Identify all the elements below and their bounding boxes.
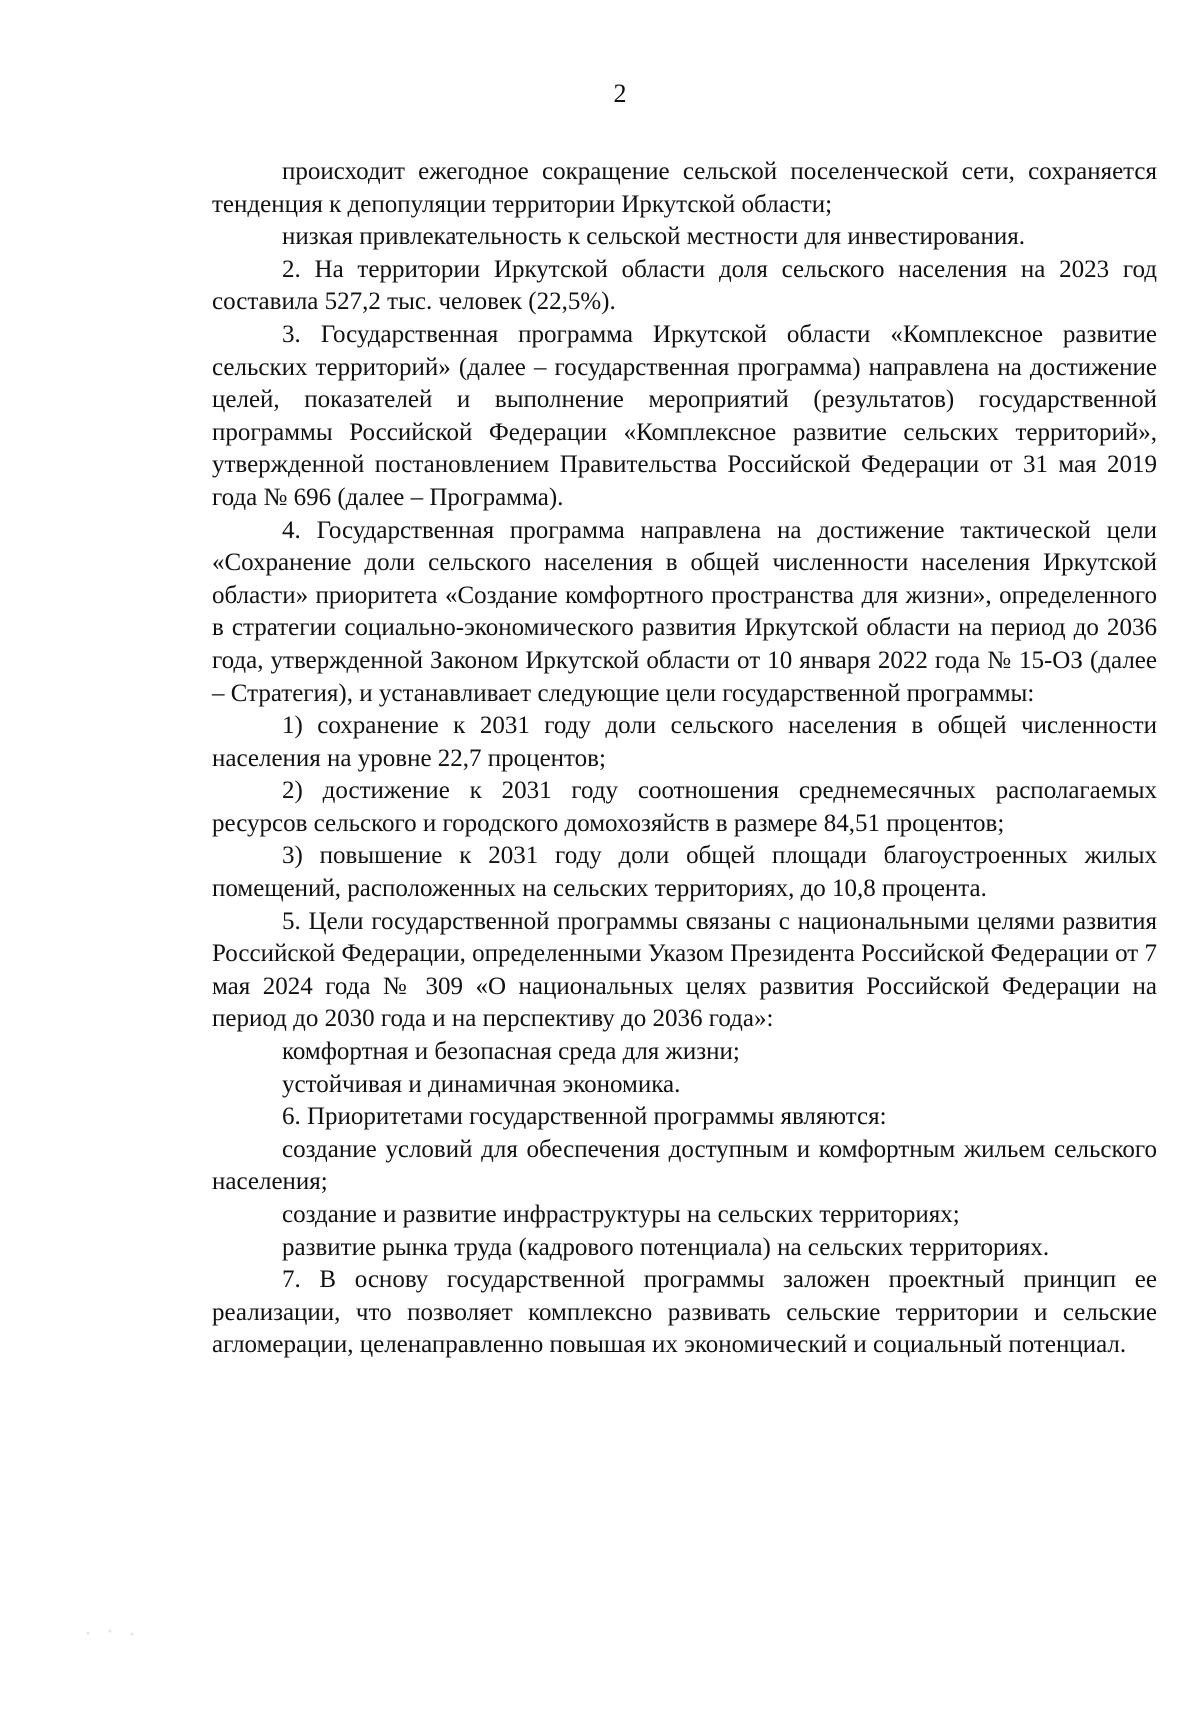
paragraph-priority-housing: создание условий для обеспечения доступным и комфортным жильем сельского населения; — [212, 1135, 1157, 1196]
scan-artifact — [80, 1626, 150, 1640]
paragraph-low-investment-attractiveness: низкая привлекательность к сельской местности для инвестирования. — [282, 223, 1025, 251]
paragraph-program-goals-intro: 4. Государственная программа направлена на достижение тактической цели «Сохранение доли сельского населения в общей численности населения Иркутской области» приоритета «Создание комфортного пространства для жизни», определенного в стратегии социально-экономического развития Иркутской области на период до 2036 года, утвержденной Законом Иркутской области от 10 января 2022 года № 15-ОЗ (далее – Стратегия), и устанавливает следующие цели государственной программы: — [212, 516, 1157, 707]
page-number: 2 — [613, 79, 627, 108]
paragraph-rural-population-share: 2. На территории Иркутской области доля сельского населения на 2023 год составила 527,2 тыс. человек (22,5%). — [212, 255, 1157, 316]
paragraph-project-principle: 7. В основу государственной программы заложен проектный принцип ее реализации, что позволяет комплексно развивать сельские территории и сельские агломерации, целенаправленно повышая их экономический и социальный потенциал. — [212, 1266, 1157, 1359]
paragraph-national-goal-environment: комфортная и безопасная среда для жизни; — [282, 1038, 740, 1066]
paragraph-goal-2: 2) достижение к 2031 году соотношения среднемесячных располагаемых ресурсов сельского и городского домохозяйств в размере 84,51 процентов; — [212, 777, 1157, 837]
paragraph-goal-1: 1) сохранение к 2031 году доли сельского населения в общей численности населения на уровне 22,7 процентов; — [212, 712, 1157, 772]
paragraph-program-description: 3. Государственная программа Иркутской области «Комплексное развитие сельских территорий» (далее – государственная программа) направлена на достижение целей, показателей и выполнение мероприятий (результатов) государственной программы Российской Федерации «Комплексное развитие сельских территорий», утвержденной постановлением Правительства Российской Федерации от 31 мая 2019 года № 696 (далее – Программа). — [212, 320, 1157, 511]
paragraph-rural-network-reduction: происходит ежегодное сокращение сельской поселенческой сети, сохраняется тенденция к депопуляции территории Иркутской области; — [212, 158, 1157, 218]
paragraph-priority-infrastructure: создание и развитие инфраструктуры на сельских территориях; — [282, 1201, 960, 1228]
paragraph-national-goals: 5. Цели государственной программы связаны с национальными целями развития Российской Федерации, определенными Указом Президента Российской Федерации от 7 мая 2024 года № 309 «О национальных целях развития Российской Федерации на период до 2030 года и на перспективу до 2036 года»: — [212, 907, 1157, 1033]
document-body — [212, 156, 1157, 1362]
paragraph-priorities-intro: 6. Приоритетами государственной программы являются: — [282, 1103, 887, 1131]
paragraph-goal-3: 3) повышение к 2031 году доли общей площади благоустроенных жилых помещений, расположенных на сельских территориях, до 10,8 процента. — [212, 842, 1157, 903]
paragraph-national-goal-economy: устойчивая и динамичная экономика. — [282, 1070, 681, 1098]
paragraph-priority-labor-market: развитие рынка труда (кадрового потенциала) на сельских территориях. — [282, 1233, 1050, 1261]
